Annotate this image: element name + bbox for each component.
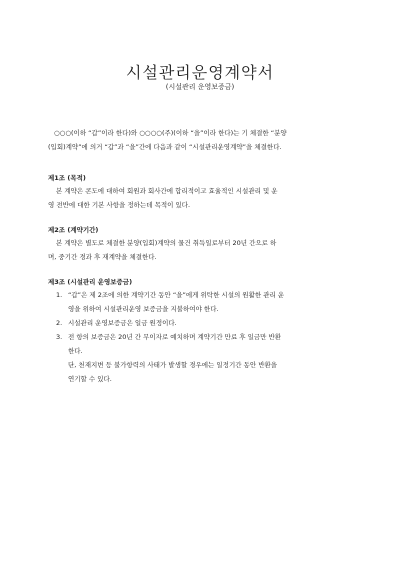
article-3-heading: 제3조 (시설관리 운영보증금) bbox=[48, 278, 133, 286]
article-3-note-line-2: 연기할 수 있다. bbox=[68, 375, 112, 383]
article-3-note-line-1: 단, 천재지변 등 불가항력의 사태가 발생할 경우에는 일정기간 동안 반환을 bbox=[68, 361, 278, 369]
intro-line-2: (입회)계약”에 의거 “갑”과 “을”간에 다음과 같이 “시설관리운영계약”을 체결한다. bbox=[48, 143, 282, 151]
intro-line-1: ○○○(이하 “갑”이라 한다)와 ○○○○(주)(이하 “을”이라 한다)는 기 체결한 “분양 bbox=[54, 129, 287, 137]
article-3-item-3-cont: 한다. bbox=[68, 347, 83, 355]
document-title: 시설관리운영계약서 bbox=[125, 63, 275, 82]
article-3-item-3: 3. 전 항의 보증금은 20년 간 무이자로 예치하며 계약기간 만료 후 일금만 반환 bbox=[56, 333, 282, 341]
article-1-heading: 제1조 (목적) bbox=[48, 174, 86, 182]
article-2-line-2: 며, 중기간 경과 후 재계약을 체결한다. bbox=[48, 253, 157, 261]
article-3-item-1-cont: 영을 위하여 시설관리운영 보증금을 지불하여야 한다. bbox=[68, 305, 219, 313]
document-subtitle: (시설관리 운영보증금) bbox=[165, 83, 235, 91]
article-3-item-2: 2. 시설관리 운영보증금은 일금 원정이다. bbox=[56, 319, 177, 327]
article-3-item-1: 1. “갑”은 제 2조에 의한 계약기간 동안 “을”에게 위탁한 시설의 원활한 관리 운 bbox=[56, 291, 285, 299]
article-2-heading: 제2조 (계약기간) bbox=[48, 226, 99, 234]
article-1-line-2: 영 전반에 대한 기본 사항을 정하는데 목적이 있다. bbox=[48, 201, 191, 209]
article-1-line-1: 본 계약은 콘도에 대하여 회원과 회사간에 합리적이고 효율적인 시설관리 및 운 bbox=[56, 187, 278, 195]
article-2-line-1: 본 계약은 별도로 체결한 분양(입회)계약의 물건 취득일로부터 20년 간으로 하 bbox=[56, 239, 277, 247]
